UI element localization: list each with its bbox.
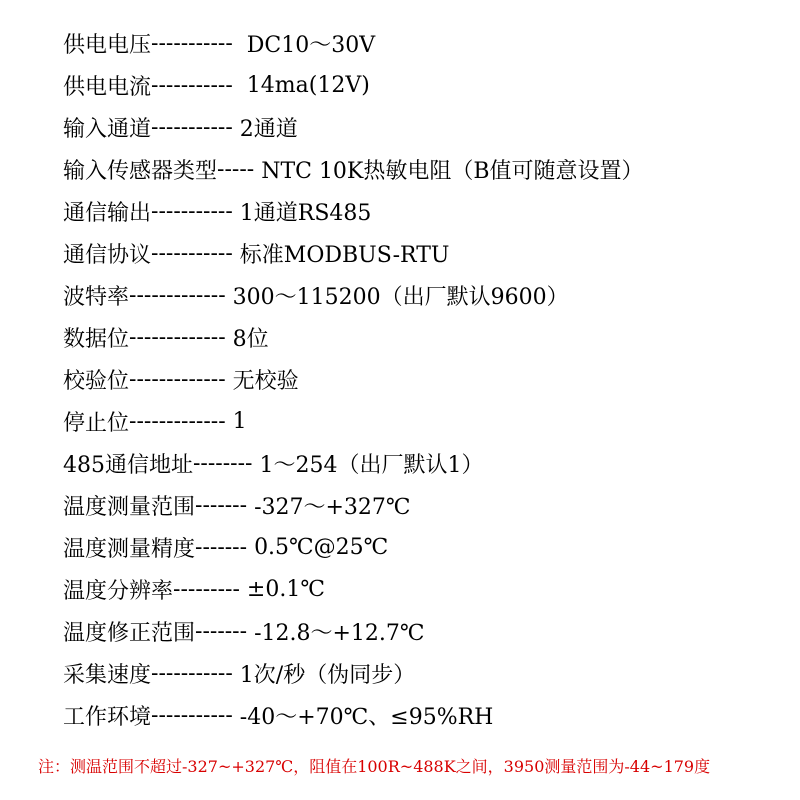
spec-row-temp-range [63,484,783,526]
spec-dashes: ------- [195,618,248,644]
spec-value: DC10～30V [239,32,376,58]
spec-value: 300～115200（出厂默认9600） [232,284,569,310]
spec-label: 输入传感器类型 [63,158,218,184]
spec-value: 无校验 [232,368,299,394]
spec-dashes: ------- [195,492,248,518]
spec-row-comm-output [63,190,783,232]
spec-value: 1～254（出厂默认1） [259,452,484,478]
spec-row-environment [63,694,783,736]
spec-label: 输入通道 [63,116,152,142]
spec-dashes: ------- [195,534,248,560]
spec-dashes: -------- [193,450,253,476]
spec-dashes: ------------- [129,282,226,308]
spec-dashes: ----- [217,156,255,182]
spec-row-temp-resolution [63,568,783,610]
spec-dashes: --------- [173,576,240,602]
spec-row-data-bits [63,316,783,358]
spec-row-supply-voltage [63,22,783,64]
spec-row-temp-accuracy [63,526,783,568]
spec-dashes: ----------- [151,72,233,98]
spec-dashes: ----------- [151,114,233,140]
spec-dashes: ----------- [151,660,233,686]
spec-label: 停止位 [63,410,130,436]
spec-label: 工作环境 [63,704,152,730]
spec-label: 485通信地址 [63,452,193,478]
spec-label: 供电电压 [63,32,152,58]
spec-dashes: ------------- [129,408,226,434]
spec-label: 数据位 [63,326,130,352]
spec-row-485-address [63,442,783,484]
spec-dashes: ----------- [151,240,233,266]
spec-value: 8位 [232,326,269,352]
spec-label: 通信协议 [63,242,152,268]
spec-row-input-channels [63,106,783,148]
spec-value: 1 [232,408,247,434]
spec-value: 1通道RS485 [239,200,372,226]
spec-row-parity [63,358,783,400]
spec-row-baud-rate [63,274,783,316]
spec-value: ±0.1℃ [246,576,325,602]
spec-value: 1次/秒（伪同步） [239,662,416,688]
spec-label: 供电电流 [63,74,152,100]
spec-label: 通信输出 [63,200,152,226]
spec-value: 0.5℃@25℃ [254,534,389,560]
spec-row-sensor-type [63,148,783,190]
spec-row-comm-protocol [63,232,783,274]
spec-dashes: ----------- [151,30,233,56]
spec-row-temp-correction [63,610,783,652]
spec-label: 温度测量精度 [63,536,196,562]
spec-value: NTC 10K热敏电阻（B值可随意设置） [261,158,644,184]
spec-label: 温度测量范围 [63,494,196,520]
spec-value: 14ma(12V) [239,72,370,98]
spec-value: -327～+327℃ [254,494,411,520]
spec-label: 校验位 [63,368,130,394]
footnote: 注：测温范围不超过-327~+327℃，阻值在100R~488K之间，3950测量范围为-44~179度 [38,757,711,776]
spec-label: 温度修正范围 [63,620,196,646]
spec-dashes: ----------- [151,702,233,728]
spec-dashes: ----------- [151,198,233,224]
spec-value: -12.8～+12.7℃ [254,620,425,646]
spec-dashes: ------------- [129,366,226,392]
spec-label: 温度分辨率 [63,578,174,604]
spec-label: 波特率 [63,284,130,310]
spec-value: 2通道 [239,116,298,142]
spec-row-stop-bits [63,400,783,442]
spec-value: 标准MODBUS-RTU [239,242,450,268]
spec-list [63,22,783,736]
spec-label: 采集速度 [63,662,152,688]
spec-row-supply-current [63,64,783,106]
spec-row-sampling-speed [63,652,783,694]
spec-value: -40～+70℃、≤95%RH [239,704,494,730]
spec-dashes: ------------- [129,324,226,350]
